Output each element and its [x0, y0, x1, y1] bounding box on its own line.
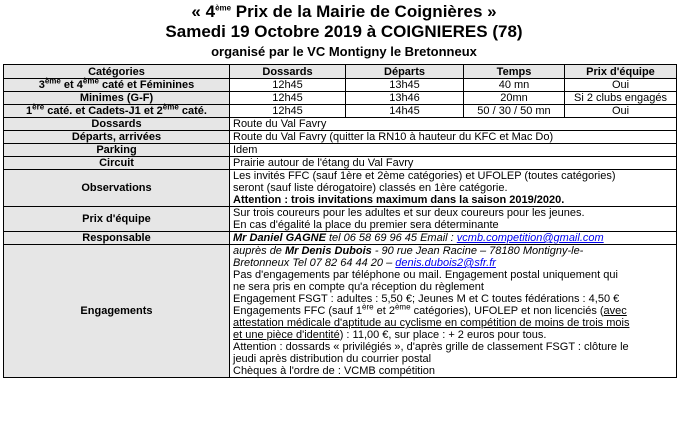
departs-cell: 13h46: [346, 92, 464, 105]
engagement-line: Attention : dossards « privilégiés », d'après grille de classement FSGT : clôture le: [233, 341, 629, 353]
responsable-name: Mr Daniel GAGNE: [233, 232, 326, 244]
info-row-departs: [4, 131, 677, 144]
responsable-email-link[interactable]: vcmb.competition@gmail.com: [456, 232, 604, 244]
event-date-location: Samedi 19 Octobre 2019 à COIGNIERES (78): [165, 22, 523, 41]
info-label: Départs, arrivées: [4, 131, 230, 144]
info-row-engagements: [4, 245, 677, 378]
departs-cell: 14h45: [346, 105, 464, 118]
info-label: Responsable: [4, 232, 230, 245]
engagement-line: attestation médicale d'aptitude au cyclisme en compétition de moins de trois mois: [233, 317, 630, 329]
info-row-circuit: [4, 157, 677, 170]
info-value: Prairie autour de l'étang du Val Favry: [230, 157, 677, 170]
table-header-row: [4, 65, 677, 79]
prix-cell: Oui: [565, 79, 677, 92]
temps-cell: 20mn: [464, 92, 565, 105]
engagement-line: et une pièce d'identité) : 11,00 €, sur place : + 2 euros pour tous.: [233, 329, 547, 341]
category-cell: 1ère caté. et Cadets-J1 et 2ème caté.: [4, 105, 230, 118]
engagement-line: auprès de Mr Denis Dubois - 90 rue Jean Racine – 78180 Montigny-le-: [233, 245, 584, 257]
observations-line: Les invités FFC (sauf 1ère et 2ème catégories) et UFOLEP (toutes catégories): [233, 170, 616, 182]
departs-cell: 13h45: [346, 79, 464, 92]
info-value: Route du Val Favry (quitter la RN10 à hauteur du KFC et Mac Do): [230, 131, 677, 144]
engagement-line: jeudi après distribution du courrier postal: [233, 353, 432, 365]
info-label: Observations: [4, 170, 230, 207]
info-row-responsable: [4, 232, 677, 245]
table-row: [4, 92, 677, 105]
info-row-dossards: [4, 118, 677, 131]
col-header-temps: Temps: [464, 65, 565, 79]
prix-cell: Si 2 clubs engagés: [565, 92, 677, 105]
temps-cell: 40 mn: [464, 79, 565, 92]
info-row-parking: [4, 144, 677, 157]
engagement-email-link[interactable]: denis.dubois2@sfr.fr: [395, 257, 496, 269]
engagement-line: Engagements FFC (sauf 1ère et 2ème catégories), UFOLEP et non licenciés (avec: [233, 302, 627, 317]
info-row-prix-equipe: [4, 207, 677, 232]
engagement-line: Chèques à l'ordre de : VCMB compétition: [233, 365, 436, 377]
engagement-line: Bretonneux Tel 07 82 64 44 20 – denis.dubois2@sfr.fr: [233, 257, 496, 269]
engagement-line: Engagement FSGT : adultes : 5,50 €; Jeunes M et C toutes fédérations : 4,50 €: [233, 293, 620, 305]
info-value: [230, 232, 677, 245]
observations-line: seront (sauf liste dérogatoire) classés en 1ère catégorie.: [233, 182, 508, 194]
col-header-prix-equipe: Prix d'équipe: [565, 65, 677, 79]
dossards-cell: 12h45: [230, 79, 346, 92]
prix-line: En cas d'égalité la place du premier sera déterminante: [233, 219, 499, 231]
info-label: Engagements: [4, 245, 230, 378]
prix-cell: Oui: [565, 105, 677, 118]
col-header-departs: Départs: [346, 65, 464, 79]
engagement-line: ne sera pris en compte qu'a réception du règlement: [233, 281, 484, 293]
observations-warning: Attention : trois invitations maximum dans la saison 2019/2020.: [233, 194, 565, 206]
responsable-tel: tel 06 58 69 96 45 Email :: [325, 232, 457, 244]
col-header-dossards: Dossards: [230, 65, 346, 79]
event-organizer: organisé par le VC Montigny le Bretonneux: [211, 44, 477, 59]
dossards-cell: 12h45: [230, 92, 346, 105]
info-label: Prix d'équipe: [4, 207, 230, 232]
category-cell: 3ème et 4ème caté et Féminines: [4, 79, 230, 92]
info-label: Dossards: [4, 118, 230, 131]
col-header-categories: Catégories: [4, 65, 230, 79]
info-value: [230, 170, 677, 207]
temps-cell: 50 / 30 / 50 mn: [464, 105, 565, 118]
info-row-observations: [4, 170, 677, 207]
engagement-line: Pas d'engagements par téléphone ou mail. Engagement postal uniquement qui: [233, 269, 618, 281]
info-label: Parking: [4, 144, 230, 157]
info-value: Idem: [230, 144, 677, 157]
table-row: [4, 105, 677, 118]
table-row: [4, 79, 677, 92]
race-info-table: [3, 64, 677, 378]
info-value: Route du Val Favry: [230, 118, 677, 131]
event-title: « 4ème Prix de la Mairie de Coignières »: [191, 2, 497, 21]
prix-line: Sur trois coureurs pour les adultes et sur deux coureurs pour les jeunes.: [233, 207, 585, 219]
dossards-cell: 12h45: [230, 105, 346, 118]
category-cell: Minimes (G-F): [4, 92, 230, 105]
info-value: [230, 207, 677, 232]
info-label: Circuit: [4, 157, 230, 170]
info-value: [230, 245, 677, 378]
